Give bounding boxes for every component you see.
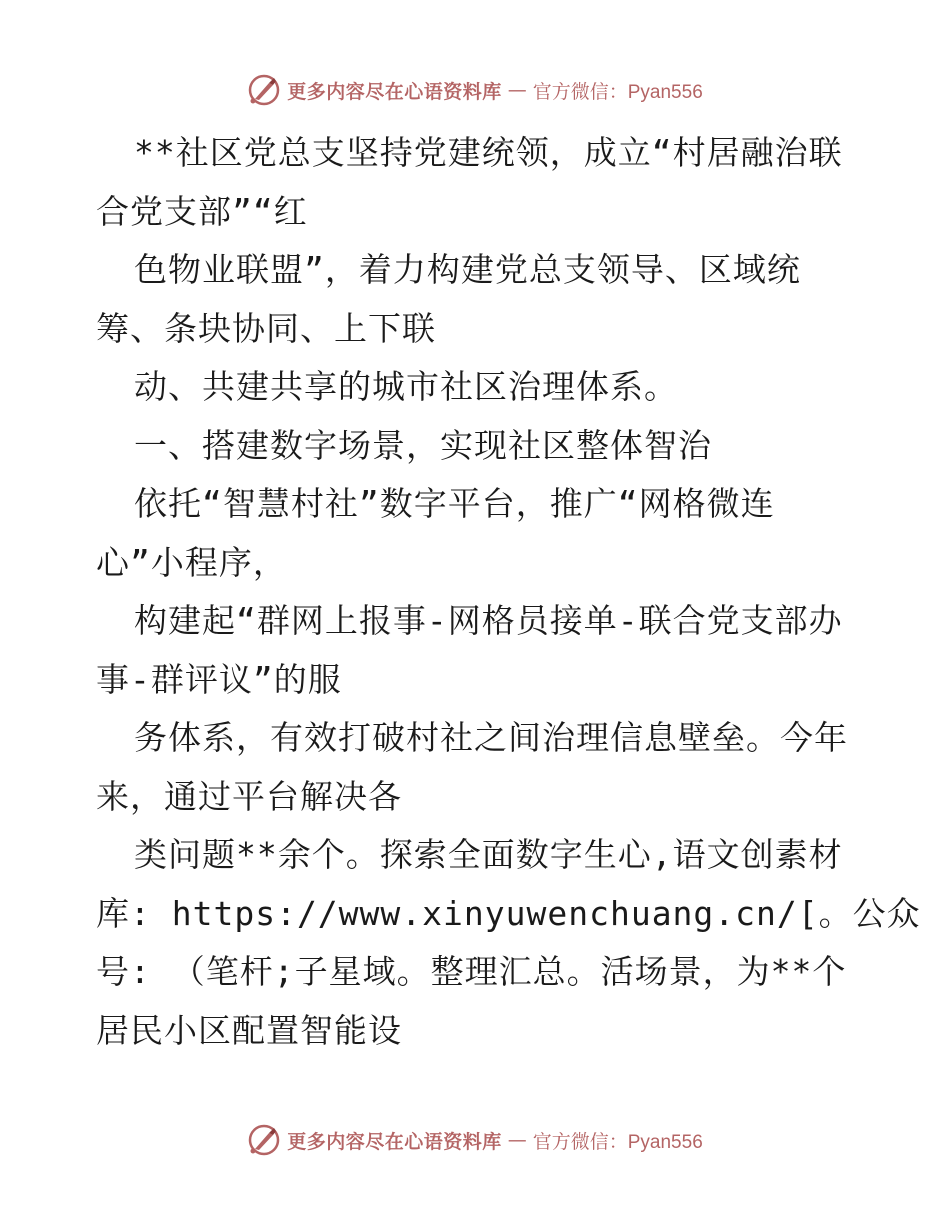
- body-line: **社区党总支坚持党建统领，成立“村居融治联: [134, 133, 843, 172]
- section-heading: 一、搭建数字场景，实现社区整体智治: [134, 425, 712, 465]
- header-banner-inner: [247, 73, 703, 107]
- body-line-url: 库: https://www.xinyuwenchuang.cn/[。公众: [96, 893, 921, 933]
- quill-pen-logo-icon: [247, 1123, 281, 1157]
- document-body: [96, 124, 921, 1060]
- body-line: 号: （笔杆;子星域。整理汇总。活场景，为**个: [96, 952, 847, 991]
- body-line: 居民小区配置智能设: [96, 1010, 402, 1050]
- body-line: 来，通过平台解决各: [96, 776, 402, 816]
- header-wechat-id: 官方微信：Pyan556: [532, 81, 703, 103]
- body-line: 色物业联盟”，着力构建党总支领导、区域统: [134, 250, 801, 289]
- footer-banner: [0, 1120, 950, 1160]
- body-line: 动、共建共享的城市社区治理体系。: [134, 367, 678, 406]
- quill-pen-logo-icon: [247, 73, 281, 107]
- body-line: 事-群评议”的服: [96, 659, 342, 699]
- body-line: 类问题**余个。探索全面数字生心,语文创素材: [134, 835, 843, 874]
- footer-wechat-id: 官方微信：Pyan556: [532, 1131, 703, 1153]
- header-banner: [0, 70, 950, 110]
- body-line: 依托“智慧村社”数字平台，推广“网格微连: [134, 484, 775, 523]
- header-separator: —: [507, 79, 527, 101]
- body-line: 心”小程序，: [96, 542, 287, 582]
- footer-site-name: 更多内容尽在心语资料库: [287, 1130, 502, 1153]
- body-line: 务体系，有效打破村社之间治理信息壁垒。今年: [134, 718, 848, 757]
- body-line: 构建起“群网上报事-网格员接单-联合党支部办: [134, 601, 843, 640]
- body-line: 合党支部”“红: [96, 191, 308, 231]
- footer-banner-inner: [247, 1123, 703, 1157]
- body-line: 筹、条块协同、上下联: [96, 308, 436, 348]
- footer-separator: —: [507, 1129, 527, 1151]
- header-site-name: 更多内容尽在心语资料库: [287, 80, 502, 103]
